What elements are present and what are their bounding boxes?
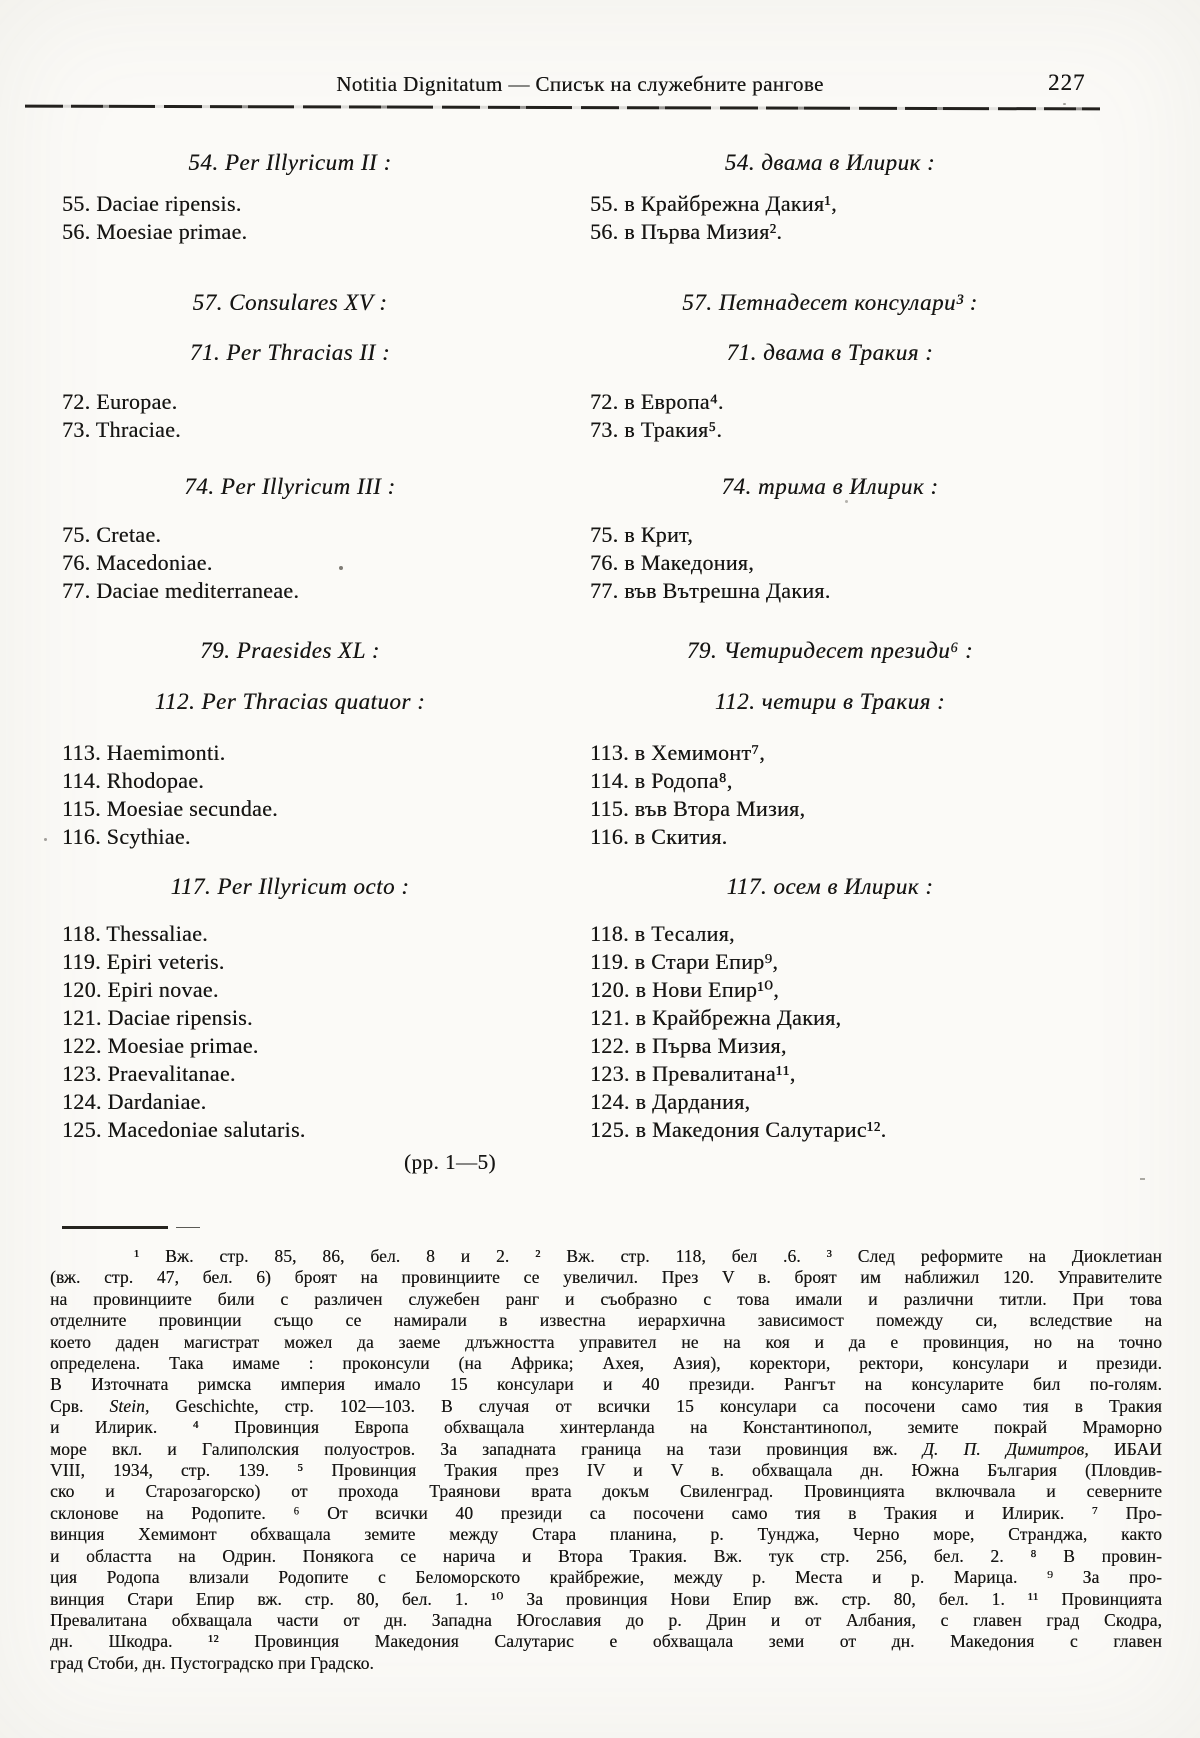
section-row xyxy=(50,246,1160,316)
footnote-line: Превалитана обхващала части от дн. Западна Югославия до р. Дрин и от Албания, с главен град Скодра, xyxy=(50,1609,1162,1630)
section-row xyxy=(50,316,1160,444)
list-item: 124. Dardaniae. xyxy=(62,1089,207,1114)
section-heading: 71. Per Thracias II : xyxy=(189,340,391,365)
list-item: 113. в Хемимонт⁷, xyxy=(590,740,765,765)
list-item: 72. Europae. xyxy=(62,389,178,414)
section-row xyxy=(50,444,1160,605)
list-item: 120. в Нови Епир¹⁰, xyxy=(590,977,780,1002)
footnote-line: VIII, 1934, стр. 139. ⁵ Провинция Тракия през IV и V в. обхващала дн. Южна България (Пловдив- xyxy=(50,1460,1162,1481)
page-running-title: Notitia Dignitatum — Списък на служебните рангове xyxy=(336,72,824,96)
footnote-line: склонове на Родопите. ⁶ От всички 40 президи са посочени само тия в Тракия и Илирик. ⁷ Про- xyxy=(50,1502,1162,1523)
footnote-line: ¹ Вж. стр. 85, 86, бел. 8 и 2. ² Вж. стр. 118, бел .6. ³ След реформите на Диоклетиан xyxy=(134,1246,1162,1266)
header-rule xyxy=(25,105,1100,111)
list-item: 123. в Превалитана¹¹, xyxy=(590,1061,796,1086)
footnotes-block xyxy=(50,1246,1162,1674)
list-item: 56. Moesiae primae. xyxy=(62,219,248,244)
footnote-line: и областта на Одрин. Понякога се нарича и Втора Тракия. Вж. тук стр. 256, бел. 2. ⁸ В провин- xyxy=(50,1545,1162,1566)
list-item: 77. във Вътрешна Дакия. xyxy=(590,578,831,603)
list-item: 72. в Европа⁴. xyxy=(590,389,724,414)
list-item: 115. във Втора Мизия, xyxy=(590,796,806,821)
list-item: 121. Daciae ripensis. xyxy=(62,1005,253,1030)
section-heading: 79. Praesides XL : xyxy=(200,638,380,663)
list-item: 122. в Първа Мизия, xyxy=(590,1033,787,1058)
page-number: 227 xyxy=(1048,70,1086,95)
scan-speck xyxy=(44,838,47,841)
latin-column xyxy=(50,851,590,1144)
bulgarian-column xyxy=(590,444,1160,605)
footnote-line: Срв. Stein, Geschichte, стр. 102—103. В случая от всички 15 консулари са посочени само тия в Тракия xyxy=(50,1395,1163,1416)
list-item: 120. Epiri novae. xyxy=(62,977,219,1002)
bulgarian-column xyxy=(590,140,1160,246)
footnote-line: определена. Така имаме : проконсули (на Африка; Ахея, Азия), коректори, ректори, консулари и президи. xyxy=(50,1353,1162,1374)
list-item: 76. Macedoniae. xyxy=(62,550,213,575)
list-item: 124. в Дардания, xyxy=(590,1089,751,1114)
list-item: 73. в Тракия⁵. xyxy=(590,417,723,442)
list-item: 125. Macedoniae salutaris. xyxy=(62,1117,306,1142)
list-item: 55. Daciae ripensis. xyxy=(62,191,242,216)
footnote-line: на провинциите били с различен служебен ранг и съобразно с това имали и различни титли. При това xyxy=(50,1288,1162,1309)
latin-column xyxy=(50,444,590,605)
section-heading: 79. Четиридесет президи⁶ : xyxy=(686,638,974,663)
section-heading: 74. трима в Илирик : xyxy=(721,474,939,499)
list-item: 76. в Македония, xyxy=(590,550,754,575)
section-heading: 71. двама в Тракия : xyxy=(726,340,934,365)
section-heading: 117. Per Illyricum octo : xyxy=(170,874,410,899)
list-item: 123. Praevalitanae. xyxy=(62,1061,236,1086)
section-heading: 112. Per Thracias quatuor : xyxy=(154,689,426,714)
section-heading: 54. Per Illyricum II : xyxy=(188,150,392,175)
footnote-line: винция Стари Епир вж. стр. 80, бел. 1. ¹⁰ За провинция Нови Епир вж. стр. 80, бел. 1. ¹¹ Провинцията xyxy=(50,1588,1162,1609)
section-heading: 54. двама в Илирик : xyxy=(724,150,936,175)
two-column-body xyxy=(50,140,1160,1175)
latin-column xyxy=(50,664,590,851)
bulgarian-column xyxy=(590,316,1160,444)
section-row xyxy=(50,605,1160,664)
section-heading: 57. Consulares XV : xyxy=(192,290,388,315)
list-item: 125. в Македония Салутарис¹². xyxy=(590,1117,887,1142)
list-item: 56. в Първа Мизия². xyxy=(590,219,783,244)
bulgarian-column xyxy=(590,605,1160,664)
list-item: 114. в Родопа⁸, xyxy=(590,768,733,793)
footnote-line: и Илирик. ⁴ Провинция Европа обхващала хинтерланда на Константинопол, земите покрай Мраморно xyxy=(50,1417,1162,1438)
list-item: 73. Thraciae. xyxy=(62,417,181,442)
scan-speck xyxy=(1140,1178,1145,1180)
list-item: 75. Cretae. xyxy=(62,522,162,547)
scan-speck xyxy=(1063,103,1066,105)
pages-reference-note: (pp. 1—5) xyxy=(404,1150,496,1174)
list-item: 115. Moesiae secundae. xyxy=(62,796,278,821)
list-item: 116. в Скития. xyxy=(590,824,728,849)
footnote-line: ско и Старозагорско) от прохода Траянови врата докъм Свиленград. Провинцията включвала и северните xyxy=(50,1481,1162,1502)
footnote-line: град Стоби, дн. Пустоградско при Градско. xyxy=(50,1652,374,1673)
list-item: 114. Rhodopae. xyxy=(62,768,205,793)
list-item: 122. Moesiae primae. xyxy=(62,1033,259,1058)
footnote-line: отделните провинции също се намирали в известна иерархична зависимост помежду си, вследствие на xyxy=(50,1310,1162,1331)
bulgarian-column xyxy=(590,664,1160,851)
latin-column xyxy=(50,246,590,316)
footnote-line: което даден магистрат можел да заеме длъжността управител не на коя и да е провинция, но на точно xyxy=(50,1331,1162,1352)
footnote-line: море вкл. и Галиполския полуостров. За западната граница на тази провинция вж. Д. П. Димитров, ИБАИ xyxy=(50,1438,1163,1459)
list-item: 116. Scythiae. xyxy=(62,824,191,849)
list-item: 118. в Тесалия, xyxy=(590,921,735,946)
list-item: 55. в Крайбрежна Дакия¹, xyxy=(590,191,837,216)
latin-column xyxy=(50,140,590,246)
list-item: 113. Haemimonti. xyxy=(62,740,226,765)
list-item: 75. в Крит, xyxy=(590,522,694,547)
section-heading: 112. четири в Тракия : xyxy=(714,689,946,714)
section-heading: 74. Per Illyricum III : xyxy=(184,474,396,499)
scan-speck xyxy=(845,500,848,503)
section-row xyxy=(50,140,1160,246)
section-row xyxy=(50,664,1160,851)
list-item: 119. в Стари Епир⁹, xyxy=(590,949,779,974)
section-heading: 117. осем в Илирик : xyxy=(726,874,934,899)
bulgarian-column xyxy=(590,246,1160,316)
footnote-line: дн. Шкодра. ¹² Провинция Македония Салутарис е обхващала земи от дн. Македония с главен xyxy=(50,1631,1162,1652)
footnote-line: ция Родопа влизали Родопите с Беломорското крайбрежие, между р. Места и р. Марица. ⁹ За про- xyxy=(50,1567,1162,1588)
footnote-line: (вж. стр. 47, бел. 6) броят на провинциите се увеличил. През V в. броят им наближил 120. Управителите xyxy=(50,1267,1162,1288)
footnote-separator-rule xyxy=(62,1226,168,1229)
section-heading: 57. Петнадесет консулари³ : xyxy=(682,290,978,315)
list-item: 119. Epiri veteris. xyxy=(62,949,225,974)
footnote-line: винция Хемимонт обхващала земите между Стара планина, р. Тунджа, Черно море, Странджа, както xyxy=(50,1524,1162,1545)
footnote-line: В Източната римска империя имало 15 консулари и 40 президи. Рангът на консуларите бил по-голям. xyxy=(50,1374,1162,1395)
list-item: 121. в Крайбрежна Дакия, xyxy=(590,1005,842,1030)
latin-column xyxy=(50,605,590,664)
scan-speck xyxy=(339,566,343,570)
section-row xyxy=(50,851,1160,1144)
latin-column xyxy=(50,316,590,444)
list-item: 118. Thessaliae. xyxy=(62,921,208,946)
bulgarian-column xyxy=(590,851,1160,1144)
list-item: 77. Daciae mediterraneae. xyxy=(62,578,300,603)
